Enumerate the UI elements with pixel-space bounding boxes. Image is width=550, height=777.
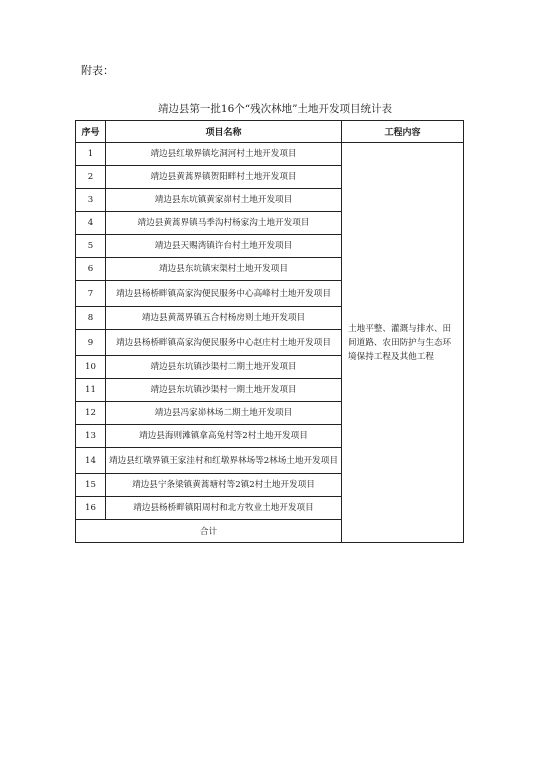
project-name: 靖边县宁条梁镇黄蒿塘村等2镇2村土地开发项目 xyxy=(106,474,342,497)
row-no: 12 xyxy=(76,402,106,425)
row-no: 4 xyxy=(76,212,106,235)
project-name: 靖边县杨桥畔镇高家沟便民服务中心赵庄村土地开发项目 xyxy=(106,330,342,356)
project-name: 靖边县东坑镇沙渠村二期土地开发项目 xyxy=(106,356,342,379)
project-table xyxy=(75,120,464,543)
row-no: 7 xyxy=(76,281,106,307)
row-no: 8 xyxy=(76,307,106,330)
row-no: 5 xyxy=(76,235,106,258)
project-name: 靖边县红墩界镇王家洼村和红墩界林场等2林场土地开发项目 xyxy=(106,448,342,474)
row-no: 9 xyxy=(76,330,106,356)
work-content: 土地平整、灌溉与排水、田间道路、农田防护与生态环境保持工程及其他工程 xyxy=(342,143,464,543)
row-no: 16 xyxy=(76,497,106,520)
row-no: 10 xyxy=(76,356,106,379)
project-name: 靖边县红墩界镇圪洞河村土地开发项目 xyxy=(106,143,342,166)
project-name: 靖边县冯家峁林场二期土地开发项目 xyxy=(106,402,342,425)
row-no: 3 xyxy=(76,189,106,212)
row-no: 2 xyxy=(76,166,106,189)
total-label: 合计 xyxy=(76,520,342,543)
project-name: 靖边县天赐湾镇许台村土地开发项目 xyxy=(106,235,342,258)
row-no: 1 xyxy=(76,143,106,166)
project-name: 靖边县东坑镇沙渠村一期土地开发项目 xyxy=(106,379,342,402)
row-no: 6 xyxy=(76,258,106,281)
row-no: 14 xyxy=(76,448,106,474)
project-name: 靖边县杨桥畔镇高家沟便民服务中心高峰村土地开发项目 xyxy=(106,281,342,307)
header-no: 序号 xyxy=(76,121,106,143)
header-content: 工程内容 xyxy=(342,121,464,143)
project-name: 靖边县黄蒿界镇五合村杨房则土地开发项目 xyxy=(106,307,342,330)
project-name: 靖边县东坑镇黄家峁村土地开发项目 xyxy=(106,189,342,212)
row-no: 11 xyxy=(76,379,106,402)
table-header-row xyxy=(76,121,464,143)
table-title: 靖边县第一批16个“残次林地”土地开发项目统计表 xyxy=(157,103,393,115)
header-name: 项目名称 xyxy=(106,121,342,143)
project-name: 靖边县东坑镇宋渠村土地开发项目 xyxy=(106,258,342,281)
project-name: 靖边县海则滩镇拿高兔村等2村土地开发项目 xyxy=(106,425,342,448)
row-no: 13 xyxy=(76,425,106,448)
table-row xyxy=(76,143,464,166)
project-name: 靖边县黄蒿界镇贺阳畔村土地开发项目 xyxy=(106,166,342,189)
row-no: 15 xyxy=(76,474,106,497)
project-name: 靖边县杨桥畔镇阳周村和北方牧业土地开发项目 xyxy=(106,497,342,520)
project-name: 靖边县黄蒿界镇马季沟村杨家沟土地开发项目 xyxy=(106,212,342,235)
attachment-label: 附表： xyxy=(81,64,114,77)
